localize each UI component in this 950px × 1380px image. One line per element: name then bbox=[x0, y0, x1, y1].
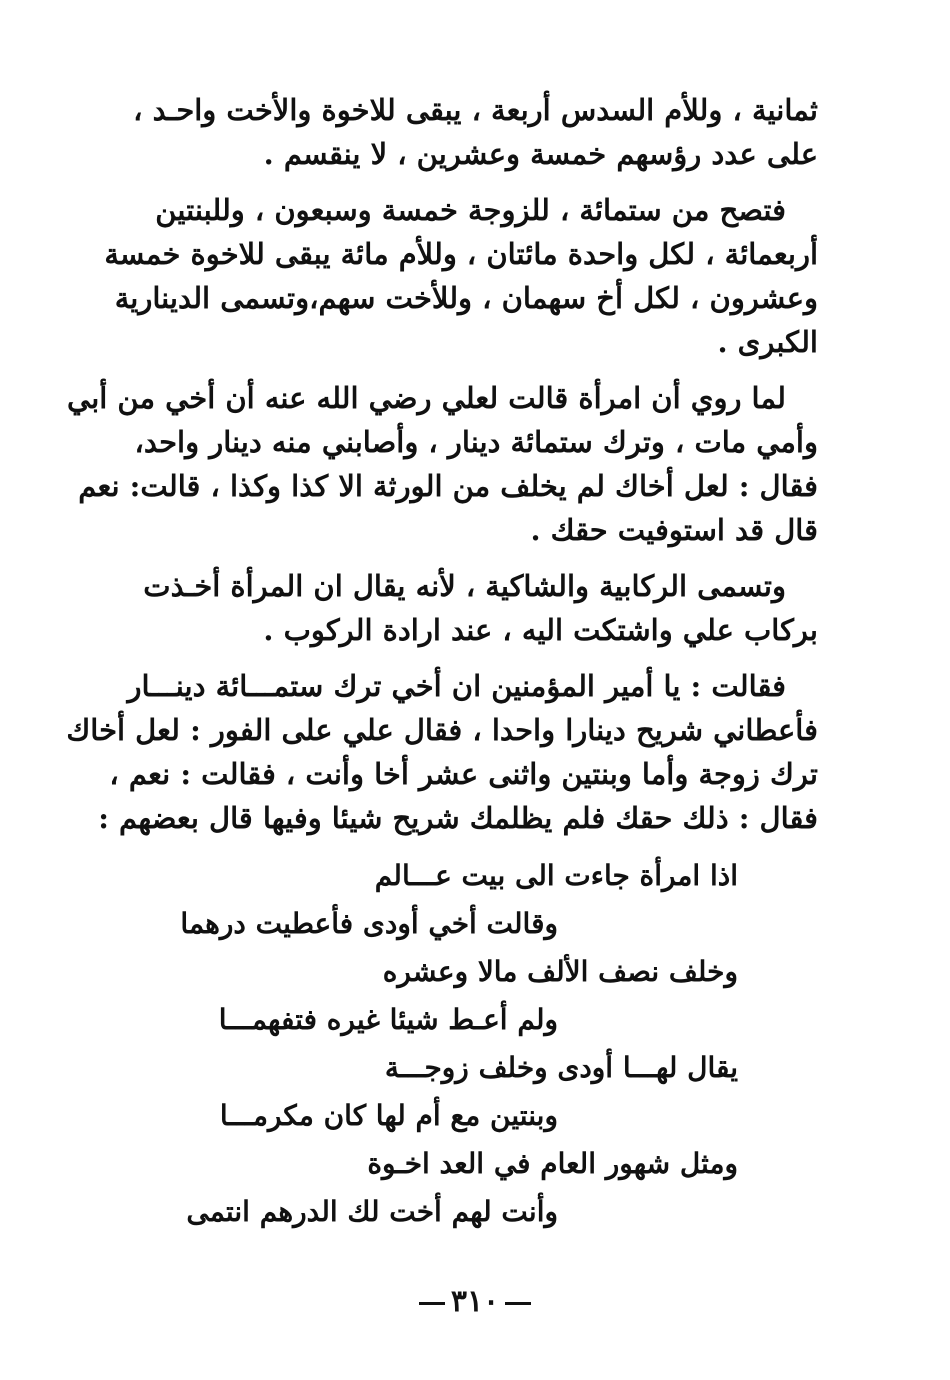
text-line: وعشرون ، لكل أخ سهمان ، وللأخت سهم،وتسمى الدينارية bbox=[114, 281, 818, 315]
text-line: فقال : ذلك حقك فلم يظلمك شريح شيئا وفيها قال بعضهم : bbox=[98, 801, 818, 835]
paragraph-5 bbox=[66, 664, 818, 840]
text-line: ترك زوجة وأما وبنتين واثنى عشر أخا وأنت ، فقالت : نعم ، bbox=[109, 757, 818, 791]
page-number bbox=[0, 1284, 950, 1319]
page-number-text: ٣١٠ bbox=[450, 1284, 500, 1319]
text-line: بركاب علي واشتكت اليه ، عند ارادة الركوب . bbox=[263, 613, 818, 647]
verse-line: يقال لهـــا أودى وخلف زوجـــة bbox=[384, 1051, 738, 1084]
text-line: وتسمى الركابية والشاكية ، لأنه يقال ان المرأة أخـذت bbox=[143, 569, 786, 603]
verse-line: وبنتين مع أم لها كان مكرمـــا bbox=[219, 1099, 558, 1132]
dash-decoration bbox=[505, 1302, 531, 1305]
poem bbox=[72, 852, 818, 1236]
text-line: ثمانية ، وللأم السدس أربعة ، يبقى للاخوة والأخت واحـد ، bbox=[133, 93, 818, 127]
text-line: فتصح من ستمائة ، للزوجة خمسة وسبعون ، وللبنتين bbox=[155, 193, 786, 227]
verse-line: وأنت لهم أخت لك الدرهم انتمى bbox=[186, 1195, 558, 1228]
text-line: وأمي مات ، وترك ستمائة دينار ، وأصابني منه دينار واحد، bbox=[134, 425, 818, 459]
verse-line: اذا امرأة جاءت الى بيت عـــالم bbox=[374, 859, 738, 892]
text-line: فأعطاني شريح دينارا واحدا ، فقال علي على الفور : لعل أخاك bbox=[66, 713, 818, 747]
text-line: أربعمائة ، لكل واحدة مائتان ، وللأم مائة يبقى للاخوة خمسة bbox=[104, 237, 818, 271]
dash-decoration bbox=[419, 1302, 445, 1305]
paragraph-4 bbox=[72, 564, 818, 652]
text-line: فقالت : يا أمير المؤمنين ان أخي ترك ستمـــائة دينـــار bbox=[127, 669, 786, 703]
text-line: على عدد رؤسهم خمسة وعشرين ، لا ينقسم . bbox=[263, 137, 818, 171]
paragraph-2 bbox=[72, 188, 818, 364]
text-line: قال قد استوفيت حقك . bbox=[530, 513, 818, 547]
text-line: لما روي أن امرأة قالت لعلي رضي الله عنه أن أخي من أبي bbox=[67, 381, 786, 415]
paragraph-1 bbox=[72, 88, 818, 176]
text-line: فقال : لعل أخاك لم يخلف من الورثة الا كذا وكذا ، قالت: نعم bbox=[78, 469, 818, 503]
paragraph-3 bbox=[67, 376, 818, 552]
verse-line: ولم أعـط شيئا غيره فتفهمـــا bbox=[218, 1003, 558, 1036]
verse-line: وقالت أخي أودى فأعطيت درهما bbox=[180, 907, 558, 940]
text-line: الكبرى . bbox=[717, 325, 818, 359]
verse-line: ومثل شهور العام في العد اخـوة bbox=[367, 1147, 738, 1180]
verse-line: وخلف نصف الألف مالا وعشره bbox=[382, 955, 738, 988]
